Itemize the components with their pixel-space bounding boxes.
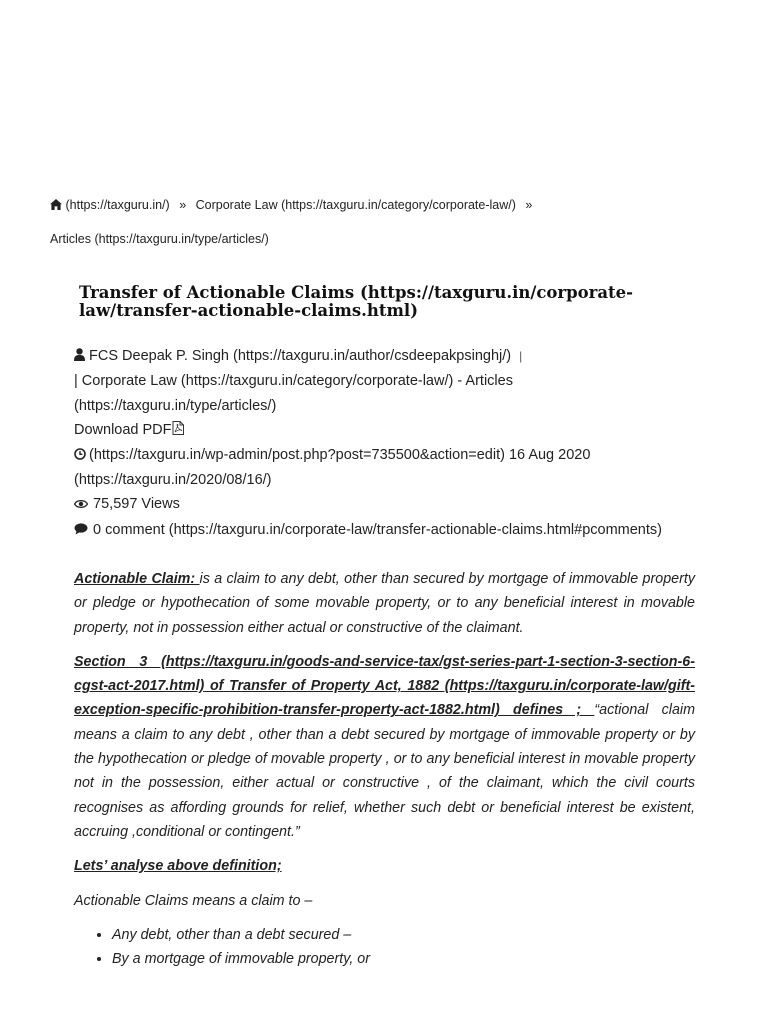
date-line: [74, 443, 674, 493]
section-links[interactable]: Section 3 (https://taxguru.in/goods-and-service-tax/gst-series-part-1-section-3-section-6-cgst-act-2017.html) of Transfer of Property Act, 1882 (https://taxguru.in/corporate-law/gift-exception-specific-prohibition-transfer-property-act-1882.html) defines ;: [74, 653, 695, 719]
download-line: [74, 418, 674, 442]
page-title[interactable]: Transfer of Actionable Claims (https://taxguru.in/corporate-law/transfer-actionable-claims.html): [79, 283, 634, 320]
eye-icon: [74, 493, 87, 517]
article-meta: [74, 344, 674, 543]
breadcrumb-home-link[interactable]: (https://taxguru.in/): [65, 198, 170, 212]
home-icon[interactable]: [50, 198, 62, 212]
clock-icon: [74, 444, 87, 468]
claim-list: [74, 923, 695, 972]
breadcrumb-row: [50, 230, 740, 248]
categories-line[interactable]: | Corporate Law (https://taxguru.in/category/corporate-law/) - Articles (https://taxguru.in/type/articles/): [74, 373, 513, 414]
list-item: • Any debt, other than a debt secured –: [112, 923, 695, 947]
paragraph-text: is a claim to any debt, other than secured by mortgage of immovable property or pledge or hypothecation of some movable property, or to any beneficial interest in movable property, not in possession either actual or constructive of the claimant.: [74, 571, 695, 636]
paragraph-heading: Actionable Claim:: [74, 571, 200, 587]
definition-paragraph: [74, 567, 695, 640]
view-count: 75,597 Views: [93, 496, 180, 513]
analysis-heading: Lets’ analyse above definition;: [74, 858, 282, 875]
comments-link[interactable]: 0 comment (https://taxguru.in/corporate-law/transfer-actionable-claims.html#pcomments): [93, 521, 662, 538]
date-archive-link[interactable]: (https://taxguru.in/2020/08/16/): [74, 472, 272, 489]
article-body: [74, 567, 695, 971]
breadcrumb-separator: »: [525, 198, 533, 212]
paragraph-text: “actional claim means a claim to any debt , other than a debt secured by mortgage of immovable property or by the hypothecation or pledge of movable property , or to any beneficial interest in movable property not in the possession, either actual or constructive , of the claimant, which the civil courts recognises as affording grounds for relief, whether such debt or beneficial interest be existent, accruing ,conditional or contingent.”: [74, 702, 696, 840]
section-paragraph: [74, 650, 695, 844]
pdf-file-icon[interactable]: [172, 422, 184, 438]
author-link[interactable]: FCS Deepak P. Singh (https://taxguru.in/author/csdeepakpsinghj/): [89, 348, 512, 364]
post-date[interactable]: 16 Aug 2020: [508, 446, 591, 463]
edit-post-link[interactable]: (https://taxguru.in/wp-admin/post.php?post=735500&action=edit): [89, 446, 505, 463]
comment-icon: [74, 519, 87, 543]
download-pdf-link[interactable]: Download PDF: [74, 422, 172, 439]
author-line: [74, 344, 674, 369]
breadcrumb-row: [50, 196, 740, 214]
breadcrumb: [50, 196, 740, 248]
views-line: [74, 492, 674, 517]
list-item: • By a mortgage of immovable property, or: [112, 947, 695, 971]
user-icon: [74, 345, 87, 369]
author-separator: |: [519, 349, 523, 363]
breadcrumb-separator: »: [179, 198, 187, 212]
intro-paragraph: Actionable Claims means a claim to –: [74, 892, 313, 909]
breadcrumb-type-link[interactable]: Articles (https://taxguru.in/type/articles/): [50, 232, 269, 246]
breadcrumb-category-link[interactable]: Corporate Law (https://taxguru.in/category/corporate-law/): [195, 198, 516, 212]
comments-line: [74, 518, 674, 543]
